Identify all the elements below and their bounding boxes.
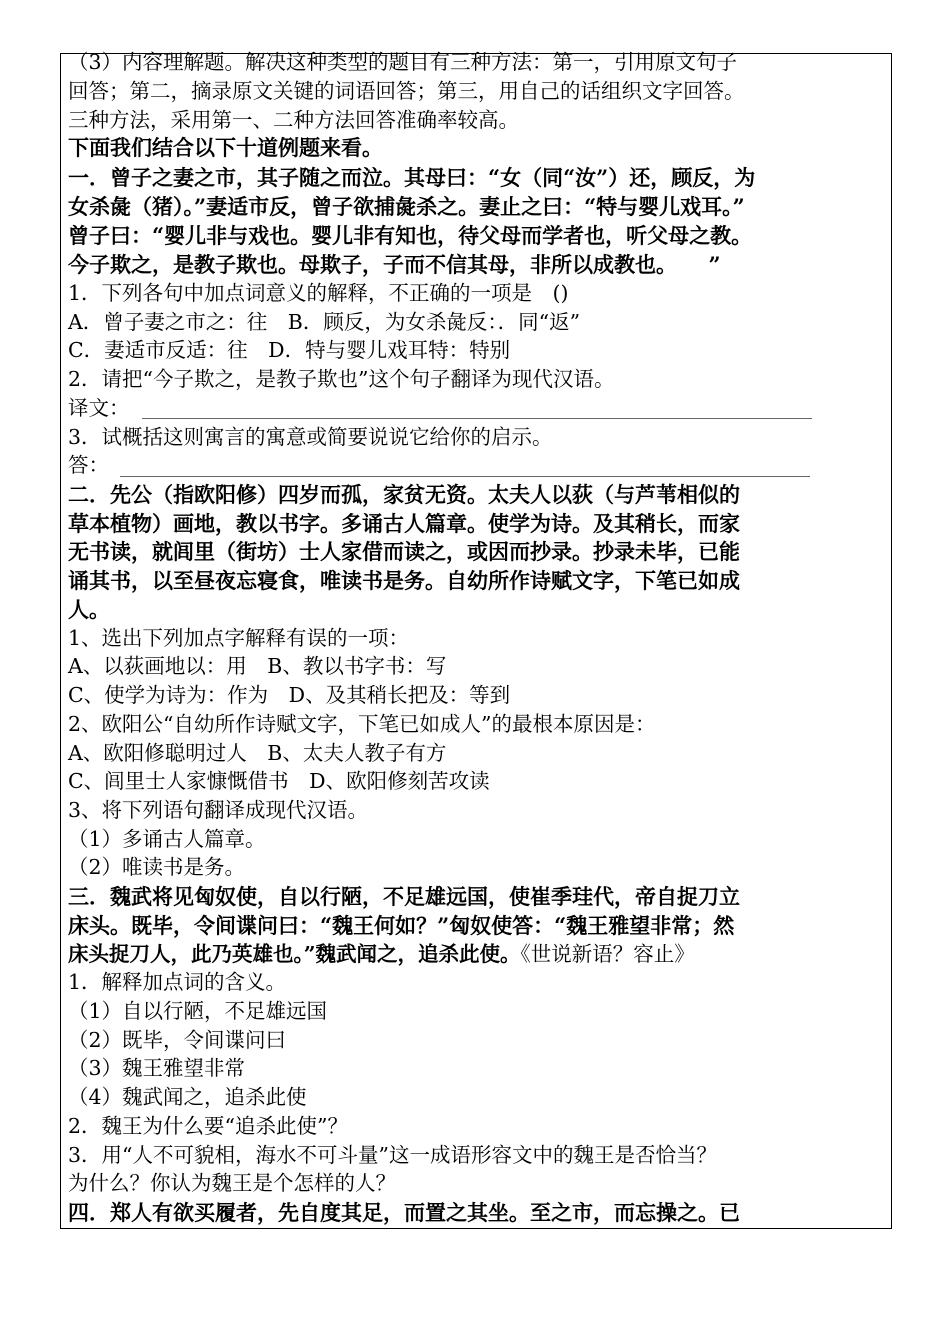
p2-option-ab: A、以荻画地以：用 B、教以书字书：写 — [68, 654, 447, 678]
p3-question-3: 3．用“人不可貌相，海水不可斗量”这一成语形容文中的魏王是否恰当？ — [68, 1143, 718, 1167]
answer-line — [120, 476, 810, 477]
p3-question-3-cont: 为什么？你认为魏王是个怎样的人？ — [68, 1171, 396, 1195]
intro-line-2: 回答；第二，摘录原文关键的词语回答；第三，用自己的话组织文字回答。 — [68, 79, 745, 103]
p3-q1-item-4: （4）魏武闻之，追杀此使 — [68, 1085, 307, 1109]
p3-question-2: 2．魏王为什么要“追杀此使”？ — [68, 1114, 349, 1138]
passage-3-line-2: 床头。既毕，令间谍问曰：“魏王何如？”匈奴使答：“魏王雅望非常；然 — [68, 913, 735, 938]
passage-4-line-1: 四．郑人有欲买履者，先自度其足，而置之其坐。至之市，而忘操之。已 — [68, 1200, 740, 1225]
p1-option-ab: A．曾子妻之市之：往 B．顾反，为女杀彘反：．同“返” — [68, 310, 581, 334]
p2-q3-item-1: （1）多诵古人篇章。 — [68, 827, 266, 851]
intro-line-3: 三种方法，采用第一、二种方法回答准确率较高。 — [68, 108, 519, 132]
intro-line-1: （3）内容理解题。解决这种类型的题目有三种方法：第一，引用原文句子 — [68, 50, 738, 74]
p2-option-cd: C、使学为诗为：作为 D、及其稍长把及：等到 — [68, 683, 511, 707]
p1-question-2: 2．请把“今子欺之，是教子欺也”这个句子翻译为现代汉语。 — [68, 367, 615, 391]
p1-answer-label: 答： — [68, 453, 109, 477]
p3-q1-item-3: （3）魏王雅望非常 — [68, 1056, 246, 1080]
p1-option-cd: C．妻适市反适：往 D．特与婴儿戏耳特：特别 — [68, 338, 511, 362]
section-heading: 下面我们结合以下十道例题来看。 — [68, 136, 383, 160]
p2-question-1: 1、选出下列加点字解释有误的一项： — [68, 626, 410, 650]
passage-1-line-3: 曾子曰：“婴儿非与戏也。婴儿非有知也，待父母而学者也，听父母之教。 — [68, 223, 753, 248]
passage-1-line-4: 今子欺之，是教子欺也。母欺子，子而不信其母，非所以成教也。 ” — [68, 252, 721, 277]
passage-3-line-1: 三．魏武将见匈奴使，自以行陋，不足雄远国，使崔季珪代，帝自捉刀立 — [68, 884, 740, 909]
p3-q1-item-2: （2）既毕，令间谍问曰 — [68, 1028, 287, 1052]
passage-2-line-1: 二．先公（指欧阳修）四岁而孤，家贫无资。太夫人以荻（与芦苇相似的 — [68, 482, 740, 507]
passage-3-line-3-text: 床头捉刀人，此乃英雄也。”魏武闻之，追杀此使。 — [68, 942, 521, 966]
passage-3-line-3 — [68, 944, 695, 965]
p1-question-3: 3．试概括这则寓言的寓意或简要说说它给你的启示。 — [68, 425, 553, 449]
passage-3-source: 《世说新语？容止》 — [520, 942, 695, 966]
p3-q1-item-1: （1）自以行陋，不足雄远国 — [68, 999, 328, 1023]
p3-question-1: 1．解释加点词的含义。 — [68, 970, 287, 994]
p2-question-3: 3、将下列语句翻译成现代汉语。 — [68, 798, 369, 822]
passage-2-line-4: 诵其书，以至昼夜忘寝食，唯读书是务。自幼所作诗赋文字，下笔已如成 — [68, 568, 740, 593]
p2-q2-option-ab: A、欧阳修聪明过人 B、太夫人教子有方 — [68, 741, 447, 765]
passage-1-line-2: 女杀彘（猪）。”妻适市反，曾子欲捕彘杀之。妻止之曰：“特与婴儿戏耳。” — [68, 194, 745, 219]
p2-question-2: 2、欧阳公“自幼所作诗赋文字，下笔已如成人”的最根本原因是： — [68, 712, 656, 736]
p2-q3-item-2: （2）唯读书是务。 — [68, 855, 246, 879]
p1-question-1: 1．下列各句中加点词意义的解释，不正确的一项是 () — [68, 281, 569, 305]
passage-1-line-1: 一．曾子之妻之市，其子随之而泣。其母曰：“女（同“汝”）还，顾反，为 — [68, 165, 756, 190]
passage-2-line-3: 无书读，就闾里（街坊）士人家借而读之，或因而抄录。抄录未毕，已能 — [68, 539, 740, 564]
p1-translation-label: 译文： — [68, 396, 130, 420]
translation-answer-line — [142, 418, 812, 419]
passage-2-line-5: 人。 — [68, 597, 110, 622]
passage-2-line-2: 草本植物）画地，教以书字。多诵古人篇章。使学为诗。及其稍长，而家 — [68, 511, 740, 536]
p2-q2-option-cd: C、闾里士人家慷慨借书 D、欧阳修刻苦攻读 — [68, 769, 490, 793]
